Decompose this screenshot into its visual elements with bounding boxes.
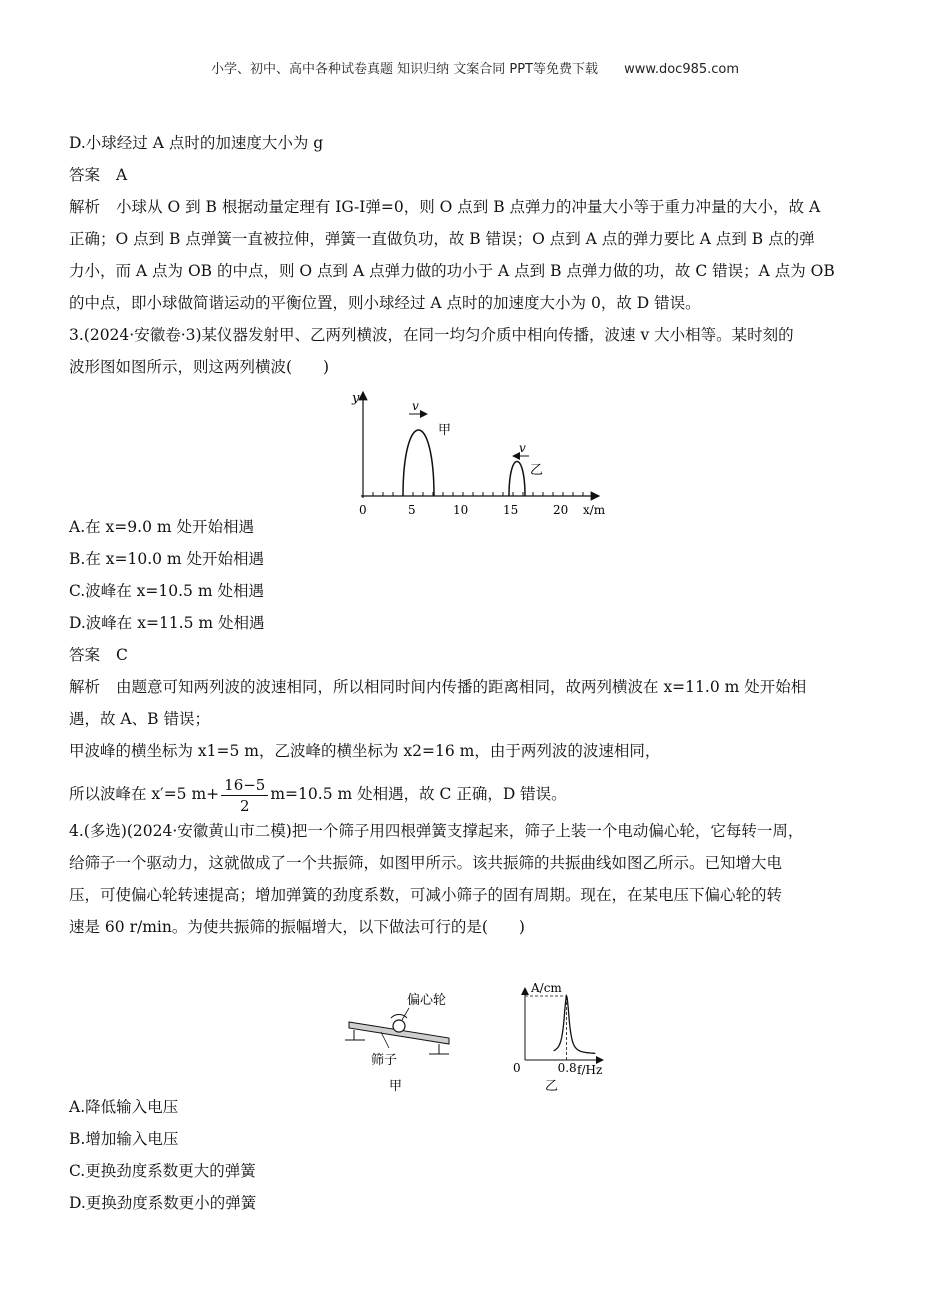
q2-analysis-3: 力小，而 A 点为 OB 的中点，则 O 点到 A 点弹力做的功小于 A 点到 B 点弹力做的功，故 C 错误；A 点为 OB [69, 262, 835, 280]
q2-analysis-1 [69, 196, 884, 218]
tick-10: 10 [453, 503, 469, 516]
resonance-figures [69, 948, 884, 1096]
res-tick-0: 0 [513, 1061, 521, 1075]
fraction-denominator: 2 [239, 796, 250, 815]
page-header [0, 58, 950, 77]
answer-value: C [116, 646, 128, 664]
q2-analysis-4: 的中点，即小球做简谐运动的平衡位置，则小球经过 A 点时的加速度大小为 0，故 D 错误。 [69, 294, 701, 312]
analysis-post: m=10.5 m 处相遇，故 C 正确，D 错误。 [270, 785, 567, 803]
wheel-label: 偏心轮 [407, 993, 447, 1008]
analysis-text: 小球从 O 到 B 根据动量定理有 IG-I弹=0，则 O 点到 B 点弹力的冲量大小等于重力冲量的大小，故 A [116, 198, 821, 216]
analysis-label: 解析 [69, 198, 101, 216]
q4-option-a: A.降低输入电压 [69, 1098, 179, 1116]
q4-option-c: C.更换劲度系数更大的弹簧 [69, 1162, 256, 1180]
q4-stem-1: 4.(多选)(2024·安徽黄山市二模)把一个筛子用四根弹簧支撑起来，筛子上装一个电动偏心轮，它每转一周， [69, 822, 804, 840]
answer-label: 答案 [69, 646, 101, 664]
header-title: 小学、初中、高中各种试卷真题 知识归纳 文案合同 PPT等免费下载 [210, 62, 598, 77]
label-yi: 乙 [530, 463, 544, 478]
q3-analysis-3: 甲波峰的横坐标为 x1=5 m，乙波峰的横坐标为 x2=16 m，由于两列波的波速相同， [69, 742, 661, 760]
analysis-pre: 所以波峰在 x′=5 m+ [69, 785, 220, 803]
wheel-leader [402, 1008, 409, 1020]
tick-15: 15 [503, 503, 519, 516]
header-url[interactable]: www.doc985.com [624, 62, 740, 77]
q3-stem-2: 波形图如图所示，则这两列横波( ) [69, 358, 330, 376]
caption-yi: 乙 [545, 1079, 559, 1094]
sieve-label: 筛子 [371, 1053, 398, 1068]
answer-value: A [116, 166, 128, 184]
tick-5: 5 [408, 503, 416, 516]
page-content [69, 132, 884, 1224]
wave-yi [509, 462, 525, 497]
q2-answer [69, 164, 884, 186]
wave-jia [403, 430, 434, 496]
q3-answer [69, 644, 884, 666]
tick-20: 20 [553, 503, 569, 516]
q4-stem-4: 速是 60 r/min。为使共振筛的振幅增大，以下做法可行的是( ) [69, 918, 525, 936]
v-label-yi: v [519, 441, 526, 455]
v-label-jia: v [412, 399, 419, 413]
q4-option-b: B.增加输入电压 [69, 1130, 179, 1148]
wave-figure [69, 388, 884, 516]
resonance-figure [69, 948, 884, 1096]
x-label: x/m [583, 503, 606, 516]
y-label: y [352, 391, 360, 406]
tick-0: 0 [359, 503, 367, 516]
resonance-chart [513, 981, 603, 1094]
q4-stem-3: 压，可使偏心轮转速提高；增加弹簧的劲度系数，可减小筛子的固有周期。现在，在某电压下偏心轮的转 [69, 886, 783, 904]
q3-analysis-1 [69, 676, 884, 698]
caption-jia: 甲 [389, 1079, 403, 1094]
q3-stem-1: 3.(2024·安徽卷·3)某仪器发射甲、乙两列横波，在同一均匀介质中相向传播，波速 v 大小相等。某时刻的 [69, 326, 794, 344]
wave-chart [69, 388, 884, 516]
q3-option-b: B.在 x=10.0 m 处开始相遇 [69, 550, 265, 568]
q2-option-d: D.小球经过 A 点时的加速度大小为 g [69, 134, 324, 152]
q3-option-c: C.波峰在 x=10.5 m 处相遇 [69, 582, 264, 600]
fraction-numerator: 16−5 [221, 775, 268, 796]
sieve-diagram [345, 992, 449, 1094]
res-y-label: A/cm [531, 981, 562, 995]
answer-label: 答案 [69, 166, 101, 184]
analysis-text: 由题意可知两列波的波速相同，所以相同时间内传播的距离相同，故两列横波在 x=11.0 m 处开始相 [116, 678, 807, 696]
res-tick-08: 0.8 [557, 1061, 577, 1075]
eccentric-wheel-icon [393, 1020, 405, 1032]
fraction [221, 775, 268, 816]
x-axis-ticks [373, 492, 583, 496]
label-jia: 甲 [438, 423, 452, 438]
q2-analysis-2: 正确；O 点到 B 点弹簧一直被拉伸，弹簧一直做负功，故 B 错误；O 点到 A 点的弹力要比 A 点到 B 点的弹 [69, 230, 815, 248]
res-x-label: f/Hz [577, 1063, 603, 1077]
q3-option-a: A.在 x=9.0 m 处开始相遇 [69, 518, 254, 536]
q3-analysis-4 [69, 772, 884, 816]
q3-analysis-2: 遇，故 A、B 错误； [69, 710, 210, 728]
q3-option-d: D.波峰在 x=11.5 m 处相遇 [69, 614, 265, 632]
q4-option-d: D.更换劲度系数更小的弹簧 [69, 1194, 257, 1212]
resonance-curve [554, 996, 596, 1053]
q4-stem-2: 给筛子一个驱动力，这就做成了一个共振筛，如图甲所示。该共振筛的共振曲线如图乙所示。已知增大电 [69, 854, 783, 872]
analysis-label: 解析 [69, 678, 101, 696]
